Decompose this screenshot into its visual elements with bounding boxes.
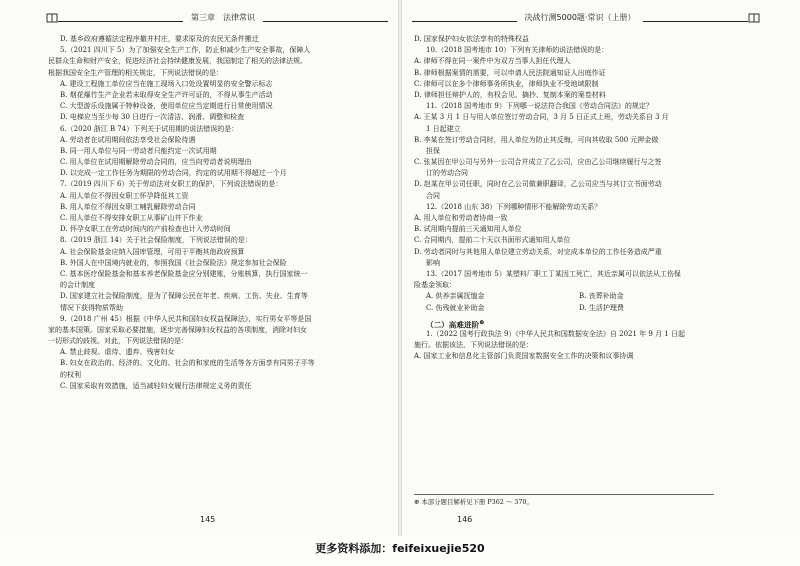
text-line: 民群众生命和财产安全，促进经济社会持续健康发展，我国制定了相关的法律法规。 (48, 57, 307, 66)
text-line: 1.（2022 国考行政执法 9）《中华人民共和国数据安全法》自 2021 年 9 月 1 日起 (426, 329, 685, 338)
text-line: B. 妇女在政治的、经济的、文化的、社会的和家庭的生活等各方面享有同男子平等 (60, 359, 315, 368)
footer-watermark: 更多资料添加：feifeixuejie520 (315, 542, 485, 555)
text-line: A. 劳动者在试用期间依法享受社会保险待遇 (60, 135, 196, 144)
text-line: 9.（2018 广州 45）根据《中华人民共和国妇女权益保障法》，实行男女平等是国 (60, 314, 312, 323)
text-line: C. 张某因在甲公司与另外一公司合并成立了乙公司，应由乙公司继续履行与之签 (414, 158, 662, 167)
answer-option: D. 生活护理费 (579, 303, 624, 312)
text-line: C. 用人单位在试用期解除劳动合同的，应当向劳动者说明理由 (60, 158, 252, 167)
right-page-header (412, 10, 760, 26)
option-row (414, 303, 732, 314)
text-line: 7.（2019 四川下 6）关于劳动法对女职工的保护，下列说法错误的是： (60, 180, 283, 189)
text-line: C. 大型游乐设施属于特种设备，使用单位应当定期进行日常使用情况 (60, 102, 273, 111)
text-line: C. 国家采取有效措施，适当减轻妇女履行法律规定义务的责任 (60, 381, 252, 390)
text-line: D. 电梯应当至少每 30 日进行一次清洁、润滑、调整和检查 (60, 113, 245, 122)
text-line: B. 用人单位不得因女职工哺乳解除劳动合同 (60, 202, 196, 211)
text-line: D. 以完成一定工作任务为期限的劳动合同，约定的试用期不得超过一个月 (60, 169, 287, 178)
right-page (402, 0, 800, 536)
text-line: A. 禁止歧视、虐待、遗弃、残害妇女 (60, 348, 175, 357)
text-line: 10.（2018 国考地市 10）下列有关律师的说法错误的是： (426, 46, 609, 55)
text-line: 订的劳动合同 (426, 169, 468, 178)
text-line: D. 怀孕女职工在劳动时间内的产前检查也计入劳动时间 (60, 225, 231, 234)
text-line: B. 同一用人单位与同一劳动者只能约定一次试用期 (60, 146, 217, 155)
text-line: A. 用人单位不得因女职工怀孕降低其工资 (60, 191, 189, 200)
text-line: 的权利 (60, 370, 81, 379)
text-line: 根据我国安全生产管理的相关规定，下列说法错误的是： (48, 68, 223, 77)
header-rule (263, 14, 388, 22)
text-line: A. 王某 3 月 1 日与用人单位签订劳动合同，3 月 5 日正式上班，劳动关系自 3 月 (414, 113, 669, 122)
left-page-body (48, 34, 348, 392)
text-line: D. 国家保护妇女依法享有的特殊权益 (414, 35, 529, 43)
answer-option: A. 供养亲属抚恤金 (426, 292, 485, 301)
text-line: A. 社会保险基金应纳入国库管理，可用于平衡其他政府预算 (60, 247, 245, 256)
book-icon (46, 12, 58, 24)
text-line: 11.（2018 国考地市 9）下列哪一说法符合我国《劳动合同法》的规定？ (426, 102, 653, 111)
option-row (414, 291, 732, 302)
text-line: 的会计制度 (60, 281, 95, 290)
left-page (0, 0, 398, 536)
section-title: （二）高难进阶 (426, 320, 480, 330)
question-13-options (414, 291, 732, 313)
text-line: D. 劳动者同时与其他用人单位建立劳动关系，对完成本单位的工作任务造成严重 (414, 247, 662, 256)
right-questions (414, 34, 732, 291)
text-line: 6.（2020 浙江 B 74）下列关于试用期的说法错误的是： (60, 124, 239, 133)
chapter-title: 第三章 法律常识 (191, 13, 255, 22)
header-rule (412, 14, 517, 22)
text-line: 影响 (426, 258, 440, 267)
text-line: A. 用人单位和劳动者协商一致 (414, 214, 508, 222)
text-line: 担保 (426, 146, 440, 155)
footnote: ⊕ 本部分题目解析见下册 P362 ～ 370。 (414, 494, 714, 506)
book-title: 决战行测5000题·常识（上册） (524, 13, 636, 22)
header-rule (643, 14, 748, 22)
left-page-header (46, 10, 388, 26)
text-line: 8.（2019 浙江 14）关于社会保险制度，下列说法错误的是： (60, 236, 252, 245)
text-line: B. 律师根据案情的需要，可以申请人民法院通知证人出庭作证 (414, 68, 606, 77)
text-line: 13.（2017 国考地市 5）某塑料厂职工丁某因工死亡，其近亲属可以依法从工伤保 (426, 269, 681, 278)
text-line: A. 建设工程施工单位应当在施工现场入口处设置明显的安全警示标志 (60, 79, 273, 88)
text-line: B. 烟花爆竹生产企业若未取得安全生产许可证的，不得从事生产活动 (60, 90, 273, 99)
answer-option: B. 丧葬补助金 (579, 292, 624, 301)
text-line: C. 基本医疗保险基金和基本养老保险基金应分别建账，分账核算，执行国家统一 (60, 269, 308, 278)
text-line: B. 李某在签订劳动合同时，用人单位为防止其反悔，可向其收取 500 元押金做 (414, 135, 659, 144)
text-line: 12.（2018 山东 38）下列哪种情形不能解除劳动关系？ (426, 202, 602, 211)
text-line: D. 国家建立社会保险制度，是为了保障公民在年老、疾病、工伤、失业、生育等 (60, 292, 308, 301)
text-line: 险基金领取： (414, 281, 456, 290)
text-line: C. 律师可以在多个律师事务所执业，律师执业不受地域限制 (414, 79, 599, 88)
text-line: D. 律师担任辩护人的，有权会见、摘抄、复制本案的案卷材料 (414, 90, 606, 99)
text-line: D. 基乡政府遵循法定程序撤并村庄，要求原及的农民无条件搬迁 (60, 35, 259, 43)
header-rule (58, 14, 183, 22)
text-line: B. 试用期内提前三天通知用人单位 (414, 225, 522, 234)
left-page-number: 145 (200, 515, 216, 524)
text-line: C. 合同期内，提前二十天以书面形式通知用人单位 (414, 236, 571, 245)
text-line: A. 国家工业和信息化主管部门负责国家数据安全工作的决策和议事协调 (414, 352, 634, 361)
text-line: 家的基本国策。国家采取必要措施，逐步完善保障妇女权益的各项制度，消除对妇女 (48, 325, 307, 334)
right-page-number: 146 (457, 515, 473, 524)
text-line: 施行。依据该法，下列说法错误的是： (414, 340, 533, 349)
text-line: 1 日起建立 (426, 124, 461, 133)
text-line: C. 用人单位不得安排女职工从事矿山井下作业 (60, 214, 203, 222)
text-line: B. 外国人在中国境内就业的，参照我国《社会保险法》规定参加社会保险 (60, 258, 287, 267)
advanced-questions (414, 329, 732, 363)
section-heading (414, 316, 732, 329)
text-line: 一切形式的歧视。对此，下列说法错误的是： (48, 337, 188, 346)
book-icon (748, 12, 760, 24)
text-line: 合同 (426, 191, 440, 200)
text-line: 5.（2021 四川下 5）为了加强安全生产工作，防止和减少生产安全事故，保障人 (60, 46, 311, 55)
answer-option: C. 伤残就业补助金 (426, 303, 485, 312)
text-line: 情况下获得物质帮助 (60, 303, 123, 312)
text-line: D. 赵某在甲公司任职，同时在乙公司做兼职翻译，乙公司应当与其订立书面劳动 (414, 180, 662, 189)
footnote-mark-icon: ⊕ (479, 318, 485, 326)
right-page-body (414, 34, 732, 362)
text-line: A. 律师不得在同一案件中为双方当事人担任代理人 (414, 57, 571, 66)
